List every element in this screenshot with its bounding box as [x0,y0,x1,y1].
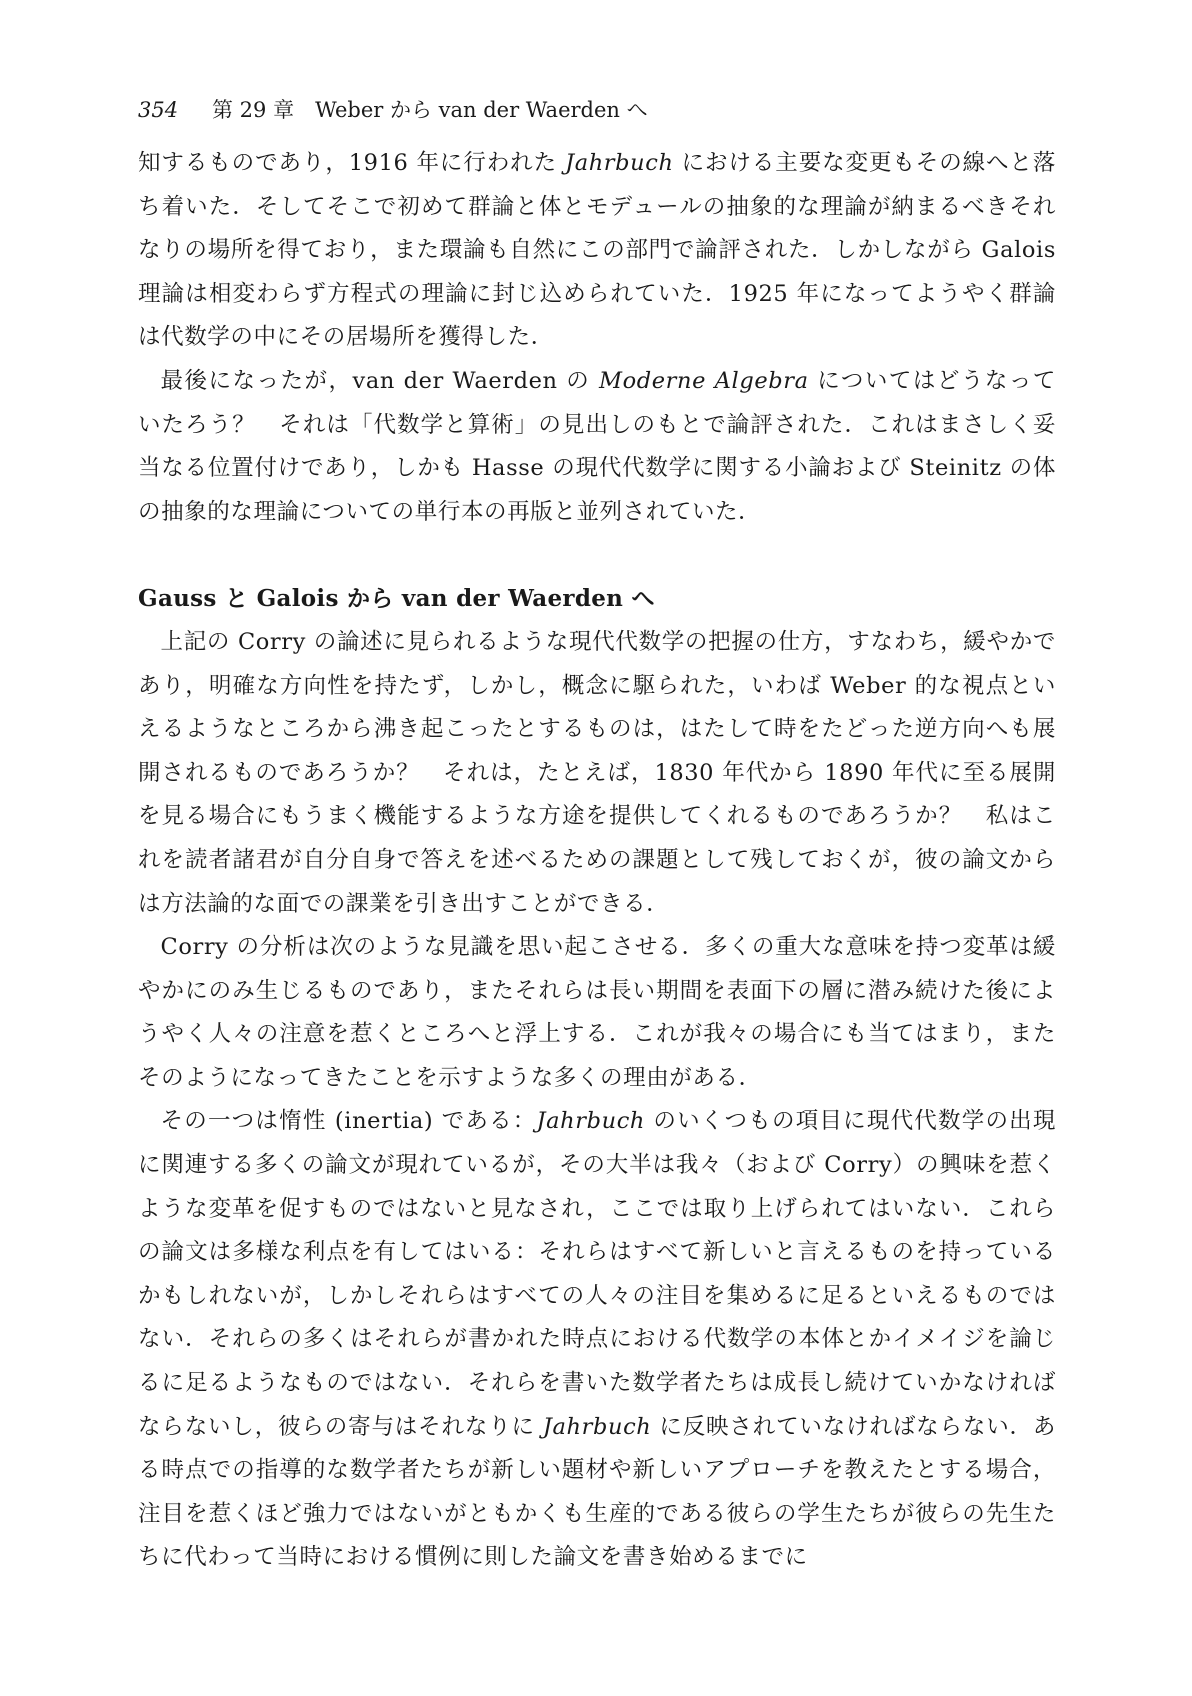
paragraph: 知するものであり，1916 年に行われた Jahrbuch における主要な変更もその線へと落ち着いた．そしてそこで初めて群論と体とモデュールの抽象的な理論が納まるべきそれなりの場所を得ており，また環論も自然にこの部門で論評された．しかしながら Galois 理論は相変わらず方程式の理論に封じ込められていた．1925 年になってようやく群論は代数学の中にその居場所を獲得した． [138,150,1056,351]
chapter-title: 第 29 章 Weber から van der Waerden へ [212,98,648,122]
paragraph: Corry の分析は次のような見識を思い起こさせる．多くの重大な意味を持つ変革は緩やかにのみ生じるものであり，またそれらは長い期間を表面下の層に潜み続けた後にようやく人々の注意を惹くところへと浮上する．これが我々の場合にも当てはまり，またそのようになってきたことを示すような多くの理由がある． [138,934,1056,1091]
paragraph: その一つは惰性 (inertia) である：Jahrbuch のいくつもの項目に現代代数学の出現に関連する多くの論文が現れているが，その大半は我々（および Corry）の興味を惹くような変革を促すものではないと見なされ，ここでは取り上げられてはいない．これらの論文は多様な利点を有してはいる：それらはすべて新しいと言えるものを持っているかもしれないが，しかしそれらはすべての人々の注目を集めるに足るといえるものではない．それらの多くはそれらが書かれた時点における代数学の本体とかイメイジを論じるに足るようなものではない．それらを書いた数学者たちは成長し続けていかなければならないし，彼らの寄与はそれなりに Jahrbuch に反映されていなければならない．ある時点での指導的な数学者たちが新しい題材や新しいアプローチを教えたとする場合，注目を惹くほど強力ではないがともかくも生産的である彼らの学生たちが彼らの先生たちに代わって当時における慣例に則した論文を書き始めるまでに [138,1108,1057,1571]
body-text [138,142,1056,1580]
page-number: 354 [138,98,179,122]
paragraph: 上記の Corry の論述に見られるような現代代数学の把握の仕方，すなわち，緩やかであり，明確な方向性を持たず，しかし，概念に駆られた，いわば Weber 的な視点といえるようなところから沸き起こったとするものは，はたして時をたどった逆方向へも展開されるものであろうか？ それは，たとえば，1830 年代から 1890 年代に至る展開を見る場合にもうまく機能するような方途を提供してくれるものであろうか？ 私はこれを読者諸君が自分自身で答えを述べるための課題として残しておくが，彼の論文からは方法論的な面での課業を引き出すことができる． [138,628,1056,917]
section-heading: Gauss と Galois から van der Waerden へ [138,585,655,613]
paragraph: 最後になったが，van der Waerden の Moderne Algebra についてはどうなっていたろう？ それは「代数学と算術」の見出しのもとで論評された．これはまさしく妥当なる位置付けであり，しかも Hasse の現代代数学に関する小論および Steinitz の体の抽象的な理論についての単行本の再版と並列されていた． [138,367,1056,525]
page [138,92,1056,1580]
running-head [138,92,1056,128]
